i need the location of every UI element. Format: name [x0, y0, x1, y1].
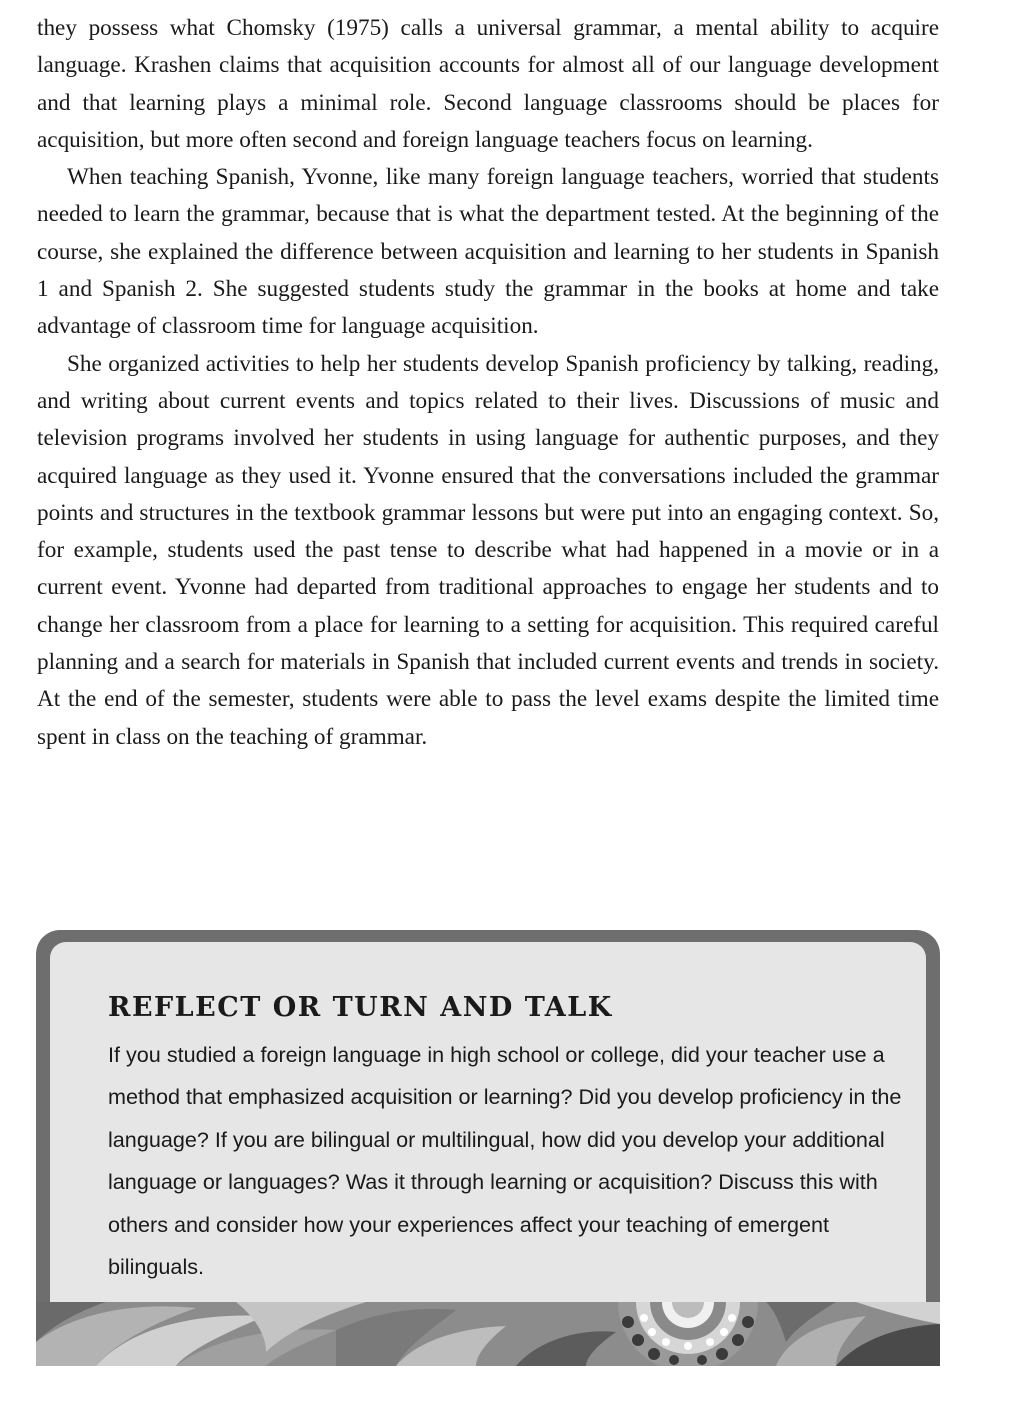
paragraph-continuation: they possess what Chomsky (1975) calls a universal grammar, a mental ability to acquire language. Krashen claims that acquisition accounts for almost all of our language development and that learning plays a minimal role. Second language classrooms should be places for acquisition, but more often second and foreign language teachers focus on learning.: [37, 15, 939, 153]
callout-panel: [50, 942, 926, 1342]
mandala-pattern-icon: [36, 1302, 940, 1366]
paragraph-teaching-spanish: When teaching Spanish, Yvonne, like many foreign language teachers, worried that students needed to learn the grammar, because that is what the department tested. At the beginning of the course, she explained the difference between acquisition and learning to her students in Spanish 1 and Spanish 2. She suggested students study the grammar in the books at home and take advantage of classroom time for language acquisition.: [37, 164, 939, 340]
paragraph-activities: She organized activities to help her students develop Spanish proficiency by talking, reading, and writing about current events and topics related to their lives. Discussions of music and television programs involved her students in using language for authentic purposes, and they acquired language as they used it. Yvonne ensured that the conversations included the grammar points and structures in the textbook grammar lessons but were put into an engaging context. So, for example, students used the past tense to describe what had happened in a movie or in a current event. Yvonne had departed from traditional approaches to engage her students and to change her classroom from a place for learning to a setting for acquisition. This required careful planning and a search for materials in Spanish that included current events and trends in society. At the end of the semester, students were able to pass the level exams despite the limited time spent in class on the teaching of grammar.: [37, 350, 939, 750]
callout-title: REFLECT OR TURN AND TALK: [108, 992, 613, 1023]
body-text: [37, 10, 939, 756]
reflect-callout-box: [36, 930, 940, 1366]
callout-text: If you studied a foreign language in high school or college, did your teacher use a method that emphasized acquisition or learning? Did you develop proficiency in the language? If you are bilingual or multilingual, how did you develop your additional language or languages? Was it through learning or acquisition? Discuss this with others and consider how your experiences affect your teaching of emergent bilinguals.: [108, 1042, 902, 1280]
